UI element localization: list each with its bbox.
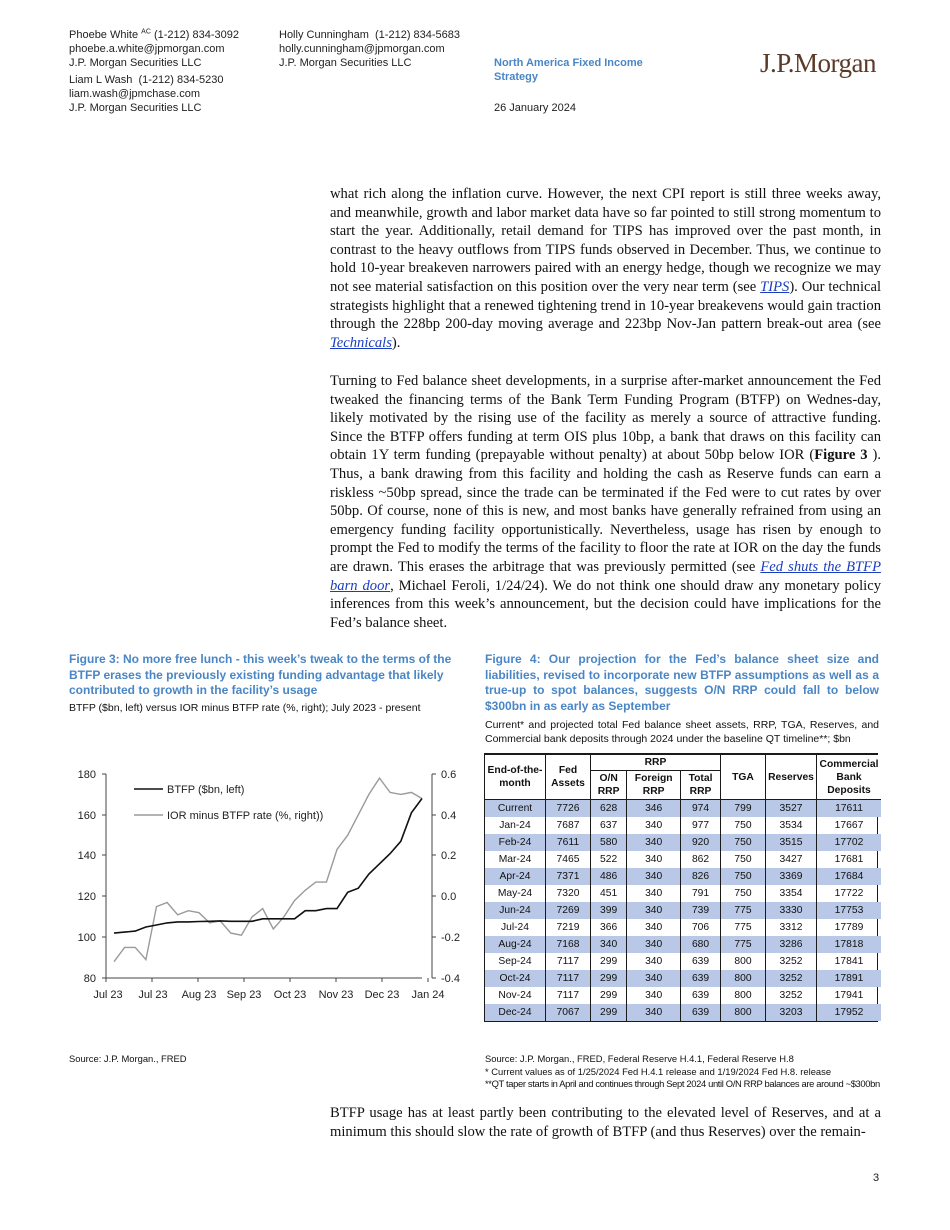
row-month-cell: Jul-24 — [500, 922, 530, 933]
table-cell: 750 — [721, 851, 766, 868]
figure-3-title: Figure 3: No more free lunch - this week’s tweak to the terms of the BTFP erases the previously existing funding advantage that likely contributed to growth in the facility’s usage — [69, 652, 452, 697]
author-phone: (1-212) 834-5683 — [375, 29, 461, 41]
table-cell: 3312 — [766, 919, 817, 936]
col-header-on-rrp: O/N RRP — [591, 771, 627, 800]
body-paragraph-3: BTFP usage has at least partly been contributing to the elevated level of Reserves, and at a minimum this should slow the rate of growth of BTFP (and thus Reserves) over the remain- — [330, 1105, 881, 1140]
svg-text:80: 80 — [83, 973, 96, 985]
figure-4-title: Figure 4: Our projection for the Fed’s balance sheet size and liabilities, revised to incorporate new BTFP assumptions as well as a true-up to spot balances, suggests O/N RRP could fall to below $300bn in as early as September — [485, 652, 879, 713]
table-row — [485, 936, 881, 953]
x-axis-ticks — [93, 989, 444, 1001]
author-firm: J.P. Morgan Securities LLC — [279, 57, 412, 69]
table-cell: 17789 — [817, 919, 882, 936]
table-cell: 7320 — [546, 885, 591, 902]
col-header-fed-assets: Fed Assets — [546, 755, 591, 800]
table-cell: 340 — [627, 817, 681, 834]
figure-4-subtitle: Current* and projected total Fed balance sheet assets, RRP, TGA, Reserves, and Commercial bank deposits through 2024 under the baseline QT timeline**; $bn — [485, 719, 879, 745]
row-month-cell: Mar-24 — [498, 854, 532, 865]
table-row — [485, 851, 881, 868]
ior-legend-label: IOR minus BTFP rate (%, right)) — [167, 810, 324, 822]
table-cell: 3252 — [766, 953, 817, 970]
table-cell: 3203 — [766, 1004, 817, 1021]
col-header-deposits: Commercial Bank Deposits — [817, 755, 882, 800]
table-row — [485, 1004, 881, 1021]
author-name: Phoebe White — [69, 29, 139, 41]
table-cell: 637 — [591, 817, 627, 834]
table-cell: 3330 — [766, 902, 817, 919]
svg-text:Jul 23: Jul 23 — [138, 989, 168, 1001]
table-cell: 639 — [681, 987, 721, 1004]
table-cell: 3252 — [766, 970, 817, 987]
table-cell: 920 — [681, 834, 721, 851]
table-cell: 7067 — [546, 1004, 591, 1021]
table-cell: 346 — [627, 800, 681, 818]
table-cell: 399 — [591, 902, 627, 919]
table-cell: 17753 — [817, 902, 882, 919]
author-block-1 — [69, 28, 274, 115]
row-month-cell: Sep-24 — [498, 956, 532, 967]
author-email[interactable]: phoebe.a.white@jpmorgan.com — [69, 43, 225, 55]
table-cell: 791 — [681, 885, 721, 902]
author-email[interactable]: holly.cunningham@jpmorgan.com — [279, 43, 445, 55]
figure-4-footnote-2: **QT taper starts in April and continues through Sept 2024 until O/N RRP balances are around ~$300bn — [485, 1078, 880, 1089]
row-month-cell: Current — [485, 800, 546, 818]
table-cell: 3534 — [766, 817, 817, 834]
author-phone: (1-212) 834-3092 — [153, 29, 239, 41]
table-row — [485, 868, 881, 885]
author-name: Holly Cunningham — [279, 29, 369, 41]
table-cell: 340 — [627, 936, 681, 953]
svg-text:Aug 23: Aug 23 — [181, 989, 217, 1001]
row-month-cell: Jan-24 — [499, 820, 531, 831]
table-cell: 977 — [681, 817, 721, 834]
row-month-cell: Nov-24 — [498, 990, 532, 1001]
table-cell: 17891 — [817, 970, 882, 987]
author-name: Liam L Wash — [69, 74, 133, 86]
table-row — [485, 800, 881, 818]
ior-spread-line — [114, 778, 422, 962]
table-row — [485, 885, 881, 902]
table-cell: 800 — [721, 953, 766, 970]
table-cell: 3252 — [766, 987, 817, 1004]
paragraph-text: what rich along the inflation curve. However, the next CPI report is still three weeks away, and meanwhile, growth and labor market data have so far pointed to still strong momentum to start the year. Additionally, retail demand for TIPS has improved over the past month, in contrast to the heavy outflows from TIPS funds observed in December. Thus, we continue to hold 10-year breakeven narrowers paired with an energy hedge, though we recognize we may not see material satisfaction on this position over the very near term (see — [330, 186, 881, 295]
btfp-legend-label: BTFP ($bn, left) — [167, 784, 245, 796]
row-month-cell: Apr-24 — [485, 868, 546, 885]
row-month-cell: Oct-24 — [485, 970, 546, 987]
table-cell: 17818 — [817, 936, 882, 953]
table-cell: 7269 — [546, 902, 591, 919]
table-cell: 17952 — [817, 1004, 882, 1021]
table-cell: 522 — [591, 851, 627, 868]
table-cell: 3527 — [766, 800, 817, 818]
table-cell: 340 — [627, 953, 681, 970]
table-cell: 340 — [627, 919, 681, 936]
table-cell: 340 — [627, 851, 681, 868]
table-cell: 340 — [627, 987, 681, 1004]
table-cell: 17722 — [817, 885, 882, 902]
row-month-cell: Feb-24 — [485, 834, 546, 851]
table-cell: 826 — [681, 868, 721, 885]
figure-3-reference: Figure 3 — [814, 447, 868, 464]
table-cell: 340 — [627, 1004, 681, 1021]
col-header-month: End-of-the-month — [485, 755, 546, 800]
table-cell: 7117 — [546, 987, 591, 1004]
table-cell: 739 — [681, 902, 721, 919]
fed-shuts-btfp-link[interactable]: Fed shuts the BTFP barn door — [330, 558, 881, 594]
table-cell: 800 — [721, 987, 766, 1004]
figure-3-source: Source: J.P. Morgan., FRED — [69, 1053, 187, 1064]
table-cell: 7117 — [546, 970, 591, 987]
jpmorgan-logo: J.P.Morgan — [760, 48, 877, 78]
col-header-tga: TGA — [721, 755, 766, 800]
table-cell: 639 — [681, 970, 721, 987]
figure-4-source-notes — [485, 1053, 885, 1091]
table-row — [485, 902, 881, 919]
table-cell: 17702 — [817, 834, 882, 851]
svg-text:Jul 23: Jul 23 — [93, 989, 123, 1001]
table-cell: 7611 — [546, 834, 591, 851]
svg-text:Oct 23: Oct 23 — [273, 989, 307, 1001]
table-cell: 7371 — [546, 868, 591, 885]
paragraph-text: ). Thus, a bank drawing from this facility and holding the cash as Reserve funds can earn a riskless ~50bp spread, since the trade can be terminated if the Fed were to cut rates by over 50bp. Of course, none of this is new, and most banks have generally refrained from using an emergency funding facility opportunistically. Nevertheless, usage has risen by enough to prompt the Fed to modify the terms of the facility to floor the rate at IOR on the day the funds are drawn. This erases the arbitrage that was previously permitted (see — [330, 447, 881, 575]
figure-4-caption — [485, 652, 879, 746]
fed-balance-sheet-table — [484, 753, 878, 1022]
table-cell: 862 — [681, 851, 721, 868]
table-cell: 17684 — [817, 868, 882, 885]
table-cell: 750 — [721, 868, 766, 885]
table-cell: 580 — [591, 834, 627, 851]
table-cell: 3427 — [766, 851, 817, 868]
table-cell: 974 — [681, 800, 721, 818]
table-cell: 7687 — [546, 817, 591, 834]
table-cell: 366 — [591, 919, 627, 936]
left-axis-ticks — [78, 769, 96, 985]
table-cell: 17841 — [817, 953, 882, 970]
table-cell: 3354 — [766, 885, 817, 902]
author-firm: J.P. Morgan Securities LLC — [69, 57, 202, 69]
table-cell: 299 — [591, 987, 627, 1004]
technicals-link[interactable]: Technicals — [330, 334, 392, 351]
table-cell: 17681 — [817, 851, 882, 868]
paragraph-text: ). — [391, 334, 401, 351]
table-cell: 340 — [627, 885, 681, 902]
table-cell: 299 — [591, 970, 627, 987]
row-month-cell: May-24 — [497, 888, 533, 899]
table-row — [485, 834, 881, 851]
btfp-line-chart — [60, 760, 470, 1010]
table-cell: 7219 — [546, 919, 591, 936]
author-phone: (1-212) 834-5230 — [138, 74, 224, 86]
svg-text:120: 120 — [77, 891, 96, 903]
figure-4-source: Source: J.P. Morgan., FRED, Federal Reserve H.4.1, Federal Reserve H.8 — [485, 1053, 794, 1064]
table-cell: 799 — [721, 800, 766, 818]
paragraph-text: ). Our technical strategists highlight that a renewed tightening trend in 10-year breakevens would gain traction through the 228bp 200-day moving average and 223bp Nov-Jan pattern break-out area (see — [330, 278, 882, 333]
table-cell: 750 — [721, 834, 766, 851]
author-block-2 — [279, 28, 484, 70]
table-cell: 340 — [627, 868, 681, 885]
page-number: 3 — [873, 1172, 880, 1184]
table-cell: 3515 — [766, 834, 817, 851]
table-cell: 486 — [591, 868, 627, 885]
svg-text:180: 180 — [77, 769, 96, 781]
table-cell: 800 — [721, 1004, 766, 1021]
table-row — [485, 817, 881, 834]
svg-text:Nov 23: Nov 23 — [318, 989, 354, 1001]
table-cell: 299 — [591, 953, 627, 970]
svg-text:140: 140 — [77, 850, 96, 862]
table-cell: 639 — [681, 953, 721, 970]
author-email[interactable]: liam.wash@jpmchase.com — [69, 88, 200, 100]
table-cell: 775 — [721, 936, 766, 953]
row-month-cell: Dec-24 — [485, 1004, 546, 1021]
row-month-cell: Aug-24 — [485, 936, 546, 953]
table-cell: 680 — [681, 936, 721, 953]
table-cell: 3369 — [766, 868, 817, 885]
table-row — [485, 919, 881, 936]
table-cell: 7465 — [546, 851, 591, 868]
svg-text:0.2: 0.2 — [441, 850, 457, 862]
table-cell: 7168 — [546, 936, 591, 953]
paragraph-text: Turning to Fed balance sheet developments, in a surprise after-market announcement the Fed tweaked the financing terms of the Bank Term Funding Program (BTFP) on Wednes-day, likely motivated by the rising use of the facility as merely a source of attractive funding. Since the BTFP offers funding at term OIS plus 10bp, a bank that draws on this facility can obtain 1Y term funding (prepayable without penalty) at about 50bp below IOR ( — [330, 373, 881, 464]
svg-text:0.6: 0.6 — [441, 769, 457, 781]
table-cell: 750 — [721, 817, 766, 834]
table-cell: 340 — [591, 936, 627, 953]
col-header-foreign-rrp: Foreign RRP — [627, 771, 681, 800]
table-cell: 750 — [721, 885, 766, 902]
table-cell: 639 — [681, 1004, 721, 1021]
svg-text:-0.4: -0.4 — [441, 973, 460, 985]
department-line-2: Strategy — [494, 71, 539, 83]
analyst-cert-mark: AC — [141, 28, 151, 36]
table-row — [485, 970, 881, 987]
row-month-cell: Jun-24 — [485, 902, 546, 919]
table-cell: 800 — [721, 970, 766, 987]
report-date: 26 January 2024 — [494, 102, 576, 114]
figure-3-caption — [69, 652, 464, 715]
figure-3-subtitle: BTFP ($bn, left) versus IOR minus BTFP rate (%, right); July 2023 - present — [69, 701, 421, 714]
table-cell: 775 — [721, 919, 766, 936]
table-cell: 3286 — [766, 936, 817, 953]
svg-text:-0.2: -0.2 — [441, 932, 460, 944]
table-cell: 775 — [721, 902, 766, 919]
col-header-total-rrp: Total RRP — [681, 771, 721, 800]
table-row — [485, 953, 881, 970]
table-cell: 706 — [681, 919, 721, 936]
table-cell: 7117 — [546, 953, 591, 970]
svg-text:Dec 23: Dec 23 — [364, 989, 400, 1001]
figure-4-footnote-1: * Current values as of 1/25/2024 Fed H.4.1 release and 1/19/2024 Fed H.8. release — [485, 1065, 832, 1077]
body-paragraph-2 — [330, 372, 881, 632]
table-row — [485, 987, 881, 1004]
svg-text:0.0: 0.0 — [441, 891, 457, 903]
table-cell: 340 — [627, 970, 681, 987]
table-cell: 451 — [591, 885, 627, 902]
table-cell: 340 — [627, 834, 681, 851]
svg-text:160: 160 — [77, 810, 96, 822]
body-paragraph-1 — [330, 185, 881, 352]
paragraph-text: , Michael Feroli, 1/24/24). We do not think one should draw any monetary policy inferences from this week’s announcement, but the decision could have implications for the Fed’s balance sheet. — [330, 577, 881, 631]
department-name — [494, 56, 643, 84]
table-cell: 7726 — [546, 800, 591, 818]
table-cell: 299 — [591, 1004, 627, 1021]
svg-text:0.4: 0.4 — [441, 810, 457, 822]
table-cell: 628 — [591, 800, 627, 818]
table-cell: 17667 — [817, 817, 882, 834]
table-cell: 340 — [627, 902, 681, 919]
svg-text:100: 100 — [77, 932, 96, 944]
col-header-rrp-group: RRP — [591, 755, 721, 771]
svg-text:Sep 23: Sep 23 — [226, 989, 262, 1001]
col-header-reserves: Reserves — [766, 755, 817, 800]
department-line-1: North America Fixed Income — [494, 57, 643, 69]
table-cell: 17611 — [817, 800, 882, 818]
tips-link[interactable]: TIPS — [760, 278, 790, 295]
author-firm: J.P. Morgan Securities LLC — [69, 102, 202, 114]
svg-text:Jan 24: Jan 24 — [411, 989, 445, 1001]
table-cell: 17941 — [817, 987, 882, 1004]
right-axis-ticks — [441, 769, 460, 985]
